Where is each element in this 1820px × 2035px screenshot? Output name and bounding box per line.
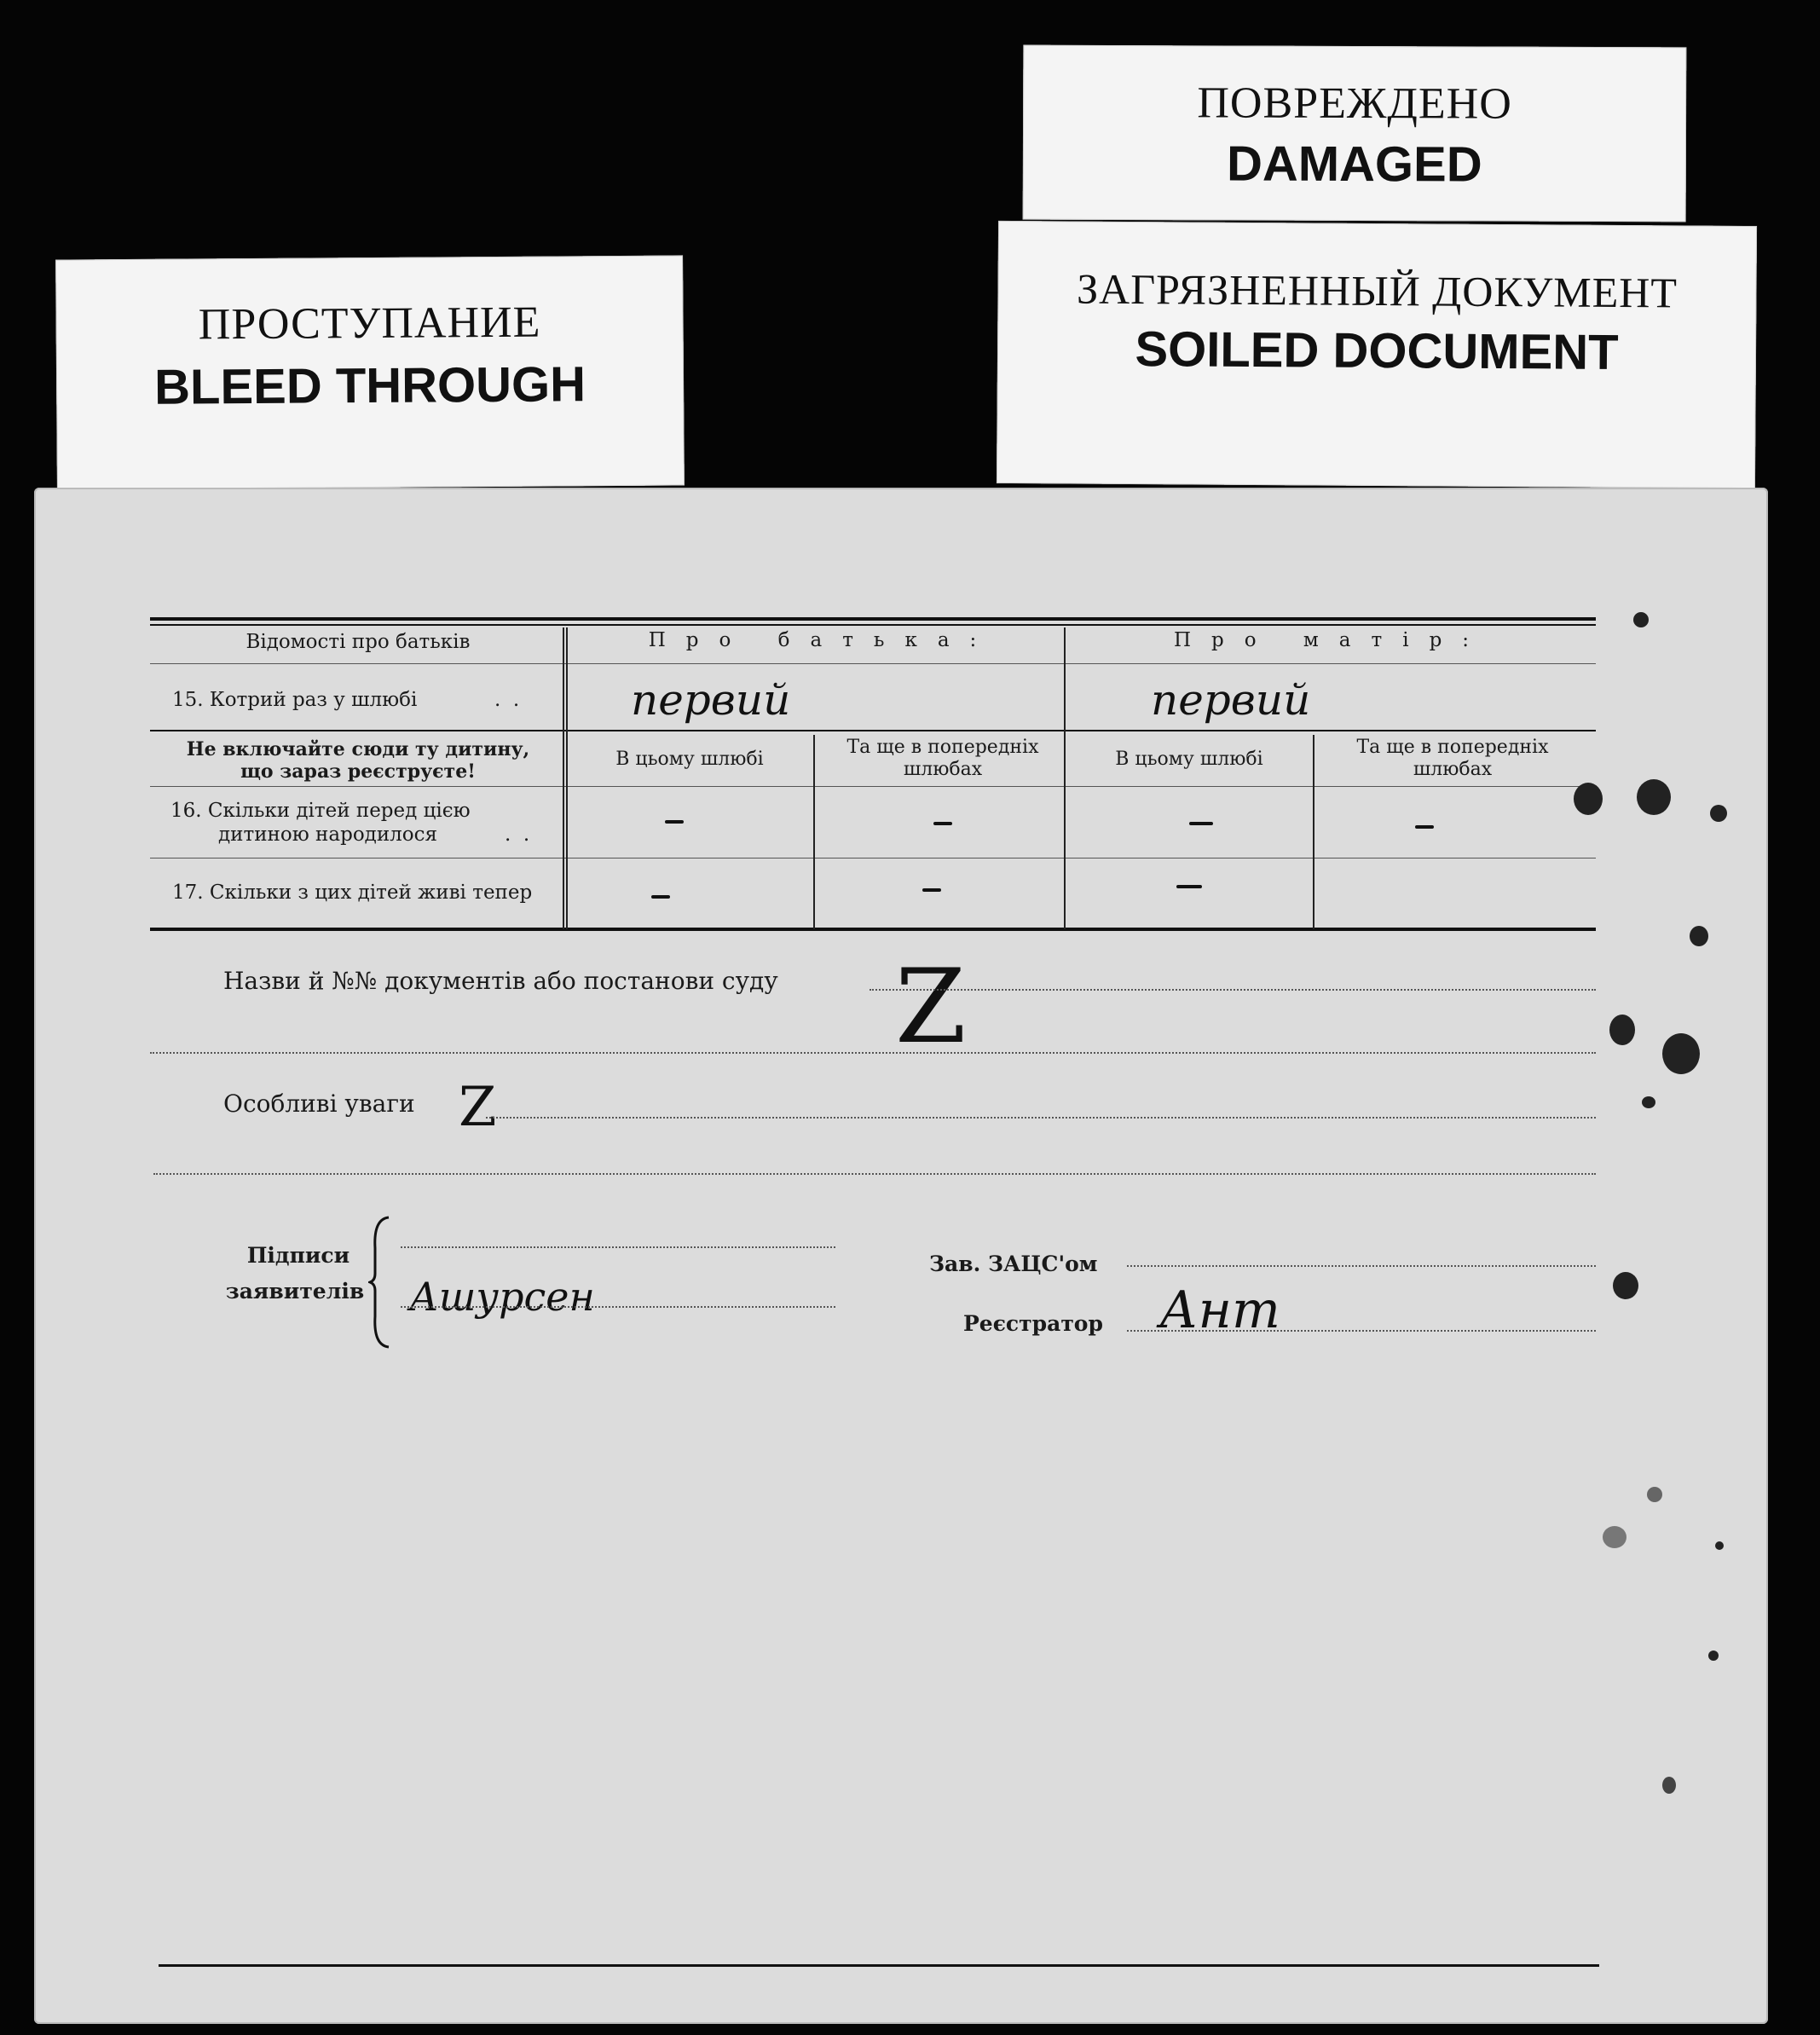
row17-label: 17. Скільки з цих дітей живі тепер (172, 882, 533, 904)
row17-father-prev-value (922, 888, 941, 892)
col-divider-2 (813, 735, 815, 929)
header-mother: Про матір: (1173, 629, 1490, 651)
damage-hole-5 (1662, 1033, 1700, 1074)
row16-label-2: дитиною народилося (218, 824, 438, 846)
header-divider (150, 663, 1596, 664)
bleed-through-ru: ПРОСТУПАНИЕ (198, 298, 541, 350)
row17-mother-this-value (1176, 885, 1202, 888)
bleed-through-label (55, 255, 685, 489)
applicant-line-1 (401, 1246, 835, 1248)
applicant-line-2 (401, 1306, 835, 1308)
soiled-ru: ЗАГРЯЗНЕННЫЙ ДОКУМЕНТ (1076, 264, 1678, 317)
header-father: Про батька: (648, 629, 997, 651)
signatures-label-1: Підписи (246, 1243, 350, 1268)
registrar-signature: Ант (1159, 1281, 1280, 1340)
row16-dots: . . (505, 824, 530, 846)
damage-hole-4 (1609, 1015, 1635, 1045)
mother-previous-marriages-header: Та ще в попередніх (1356, 737, 1549, 758)
row17-father-this-value (651, 895, 670, 899)
remarks-label: Особливі уваги (223, 1090, 415, 1118)
table-bottom-rule (150, 928, 1596, 931)
note-divider (150, 786, 1596, 787)
registrar-label: Реєстратор (963, 1311, 1103, 1336)
applicant-signature: Ашурсен (409, 1274, 595, 1320)
father-previous-marriages-header-2: шлюбах (903, 759, 983, 780)
mother-this-marriage-header: В цьому шлюбі (1115, 749, 1263, 770)
zags-head-line (1127, 1265, 1596, 1267)
row16-mother-prev-value (1415, 825, 1434, 829)
note-line2: що зараз реєструєте! (240, 760, 476, 783)
soiled-document-label (997, 221, 1757, 489)
punch-hole-5 (1647, 1487, 1662, 1502)
damaged-ru: ПОВРЕЖДЕНО (1197, 78, 1512, 129)
punch-hole-8 (1708, 1651, 1719, 1661)
row15-mother-value: первий (1151, 675, 1311, 725)
punch-hole-2 (1690, 926, 1708, 946)
row16-divider (150, 858, 1596, 859)
table-top-rule (150, 617, 1596, 621)
damaged-label (1023, 45, 1687, 223)
note-line1: Не включайте сюди ту дитину, (186, 738, 530, 760)
bleed-through-en: BLEED THROUGH (153, 356, 586, 415)
signatures-brace (368, 1214, 394, 1350)
damage-hole-1 (1574, 783, 1603, 815)
punch-hole-1 (1633, 612, 1649, 627)
header-parents-info: Відомості про батьків (246, 631, 471, 653)
father-previous-marriages-header: Та ще в попередніх (846, 737, 1039, 758)
table-top-rule-2 (150, 624, 1596, 626)
registrar-line (1127, 1330, 1596, 1332)
punch-hole-6 (1603, 1526, 1626, 1548)
damaged-en: DAMAGED (1226, 136, 1482, 193)
row15-father-value: первий (631, 675, 791, 725)
documents-value: Z (895, 948, 967, 1067)
mother-previous-marriages-header-2: шлюбах (1413, 759, 1493, 780)
zags-head-label: Зав. ЗАЦС'ом (929, 1252, 1098, 1276)
remarks-line-2 (153, 1173, 1596, 1175)
damage-hole-3 (1710, 805, 1727, 822)
col-divider-1b (566, 627, 568, 929)
row15-bottom-rule (150, 730, 1596, 731)
row15-label: 15. Котрий раз у шлюбі (172, 689, 418, 711)
row16-label-1: 16. Скільки дітей перед цією (170, 800, 471, 822)
documents-label: Назви й №№ документів або постанови суду (223, 967, 778, 995)
remarks-line-1 (486, 1117, 1596, 1119)
damage-hole-2 (1637, 779, 1671, 815)
signatures-label-2: заявителів (225, 1279, 365, 1304)
row15-dots: . . (494, 689, 520, 711)
row16-mother-this-value (1189, 822, 1213, 825)
col-divider-4 (1313, 735, 1314, 929)
soiled-en: SOILED DOCUMENT (1135, 321, 1619, 380)
col-divider-3 (1064, 627, 1066, 929)
father-this-marriage-header: В цьому шлюбі (615, 749, 764, 770)
row16-father-prev-value (933, 822, 952, 825)
punch-hole-9 (1662, 1777, 1676, 1794)
col-divider-1 (563, 627, 564, 929)
sheet-bottom-rule (159, 1964, 1599, 1967)
documents-line-2 (150, 1052, 1596, 1054)
remarks-value: Z (459, 1076, 497, 1139)
punch-hole-4 (1613, 1272, 1638, 1299)
punch-hole-7 (1715, 1541, 1724, 1550)
row16-father-this-value (665, 820, 684, 824)
form-sheet (34, 488, 1768, 2024)
documents-line-1 (870, 989, 1596, 991)
punch-hole-3 (1642, 1096, 1655, 1108)
